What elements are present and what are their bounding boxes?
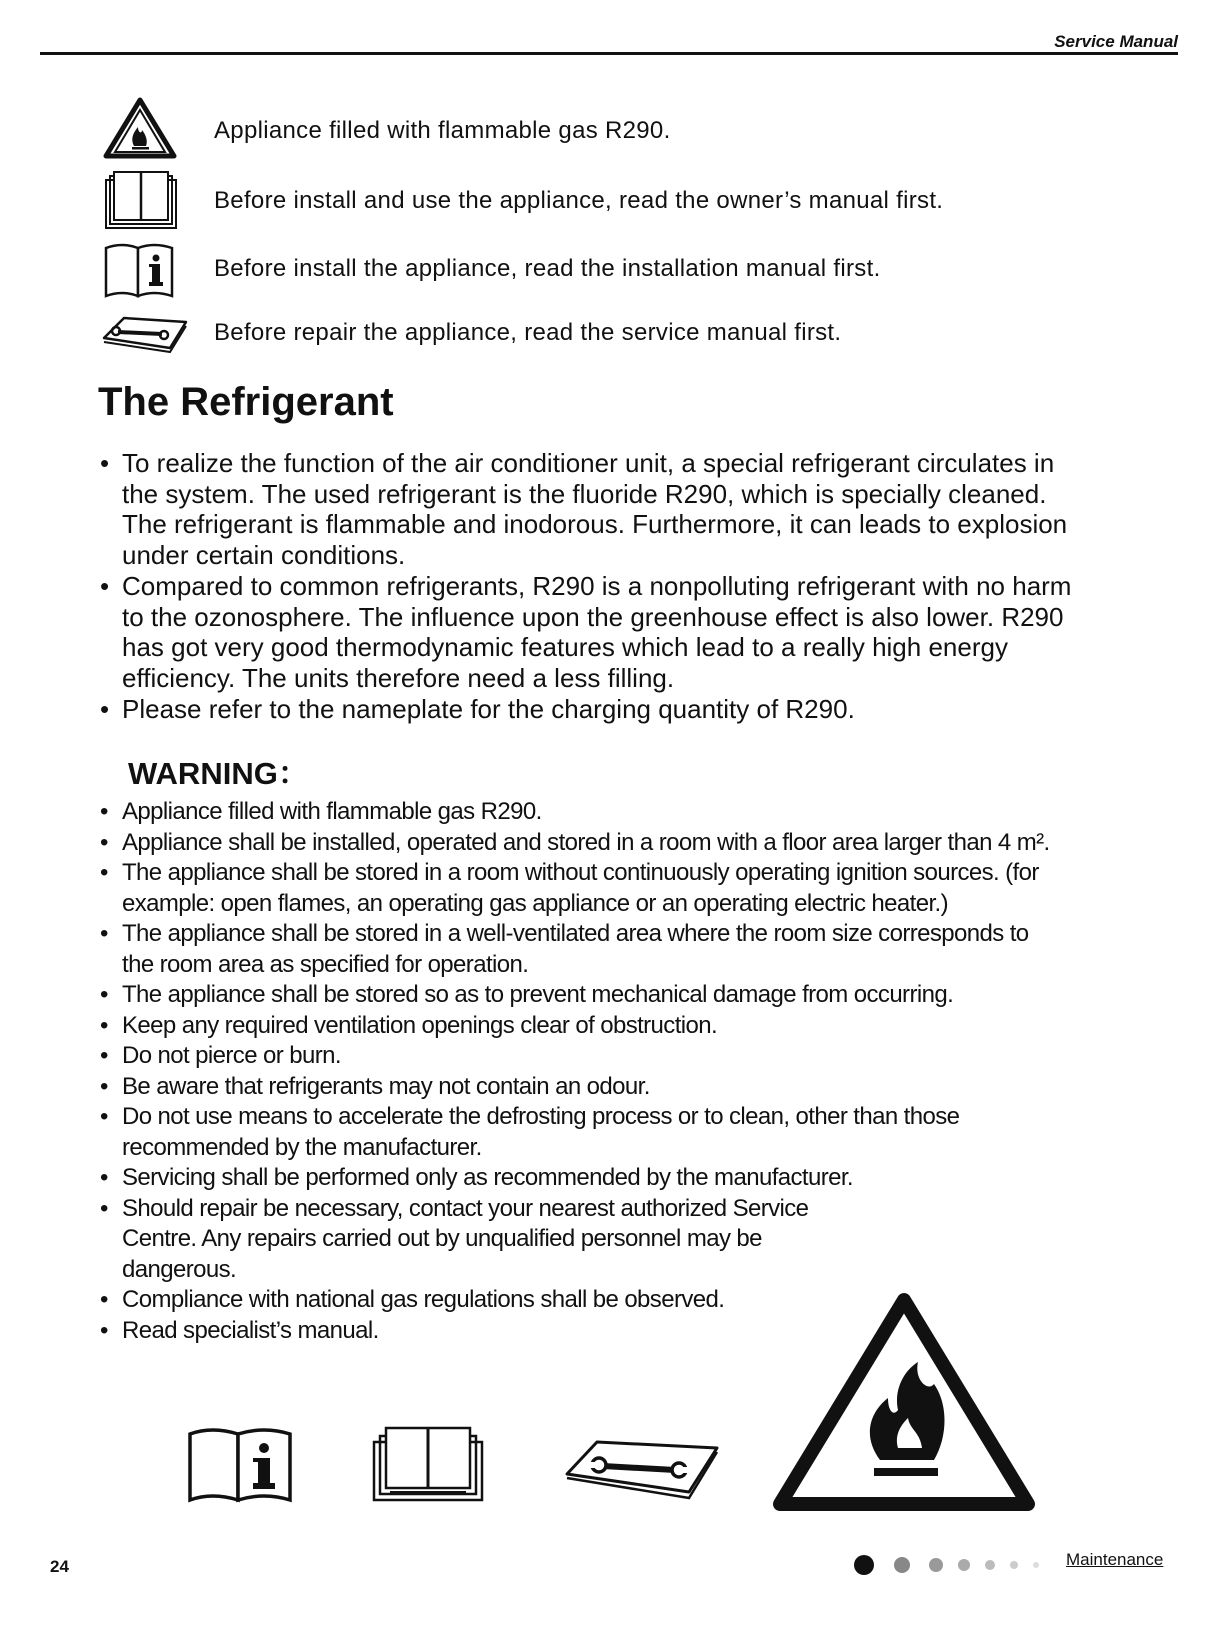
list-item: • Keep any required ventilation openings clear of obstruction. [100,1011,1060,1042]
section-title: The Refrigerant [98,380,394,424]
symbol-row-installation-manual [100,234,1100,304]
warning-title: WARNING： [128,756,309,791]
running-header: Service Manual [1054,32,1178,51]
list-item: • Be aware that refrigerants may not contain an odour. [100,1072,1060,1103]
list-item: • Should repair be necessary, contact your nearest authorized Service Centre. Any repairs carried out by unqualified personnel may be dangerous. [100,1194,882,1286]
page-number: 24 [50,1557,69,1576]
list-item: • The appliance shall be stored in a well-ventilated area where the room size corresponds to the room area as specified for operation. [100,919,1060,980]
service-manual-icon [563,1418,723,1508]
list-item: • Do not pierce or burn. [100,1041,1060,1072]
list-item: • Do not use means to accelerate the defrosting process or to clean, other than those recommended by the manufacturer. [100,1102,1060,1163]
flammable-warning-icon [770,1288,1038,1518]
list-item: • The appliance shall be stored so as to prevent mechanical damage from occurring. [100,980,1060,1011]
refrigerant-bullet-list [100,448,1080,726]
symbol-row-service-manual [100,298,1100,368]
service-manual-icon [100,298,190,368]
symbol-text-service-manual: Before repair the appliance, read the service manual first. [214,319,842,346]
warning-bullet-list [100,797,1060,1346]
symbol-text-flammable: Appliance filled with flammable gas R290. [214,117,671,144]
section-link-maintenance[interactable]: Maintenance [1066,1550,1164,1569]
list-item: • Compared to common refrigerants, R290 is a nonpolluting refrigerant with no harm to the ozonosphere. The influence upon the greenhouse effect is also lower. R290 has got very good thermodynamic features which lead to a really high energy efficiency. The units therefore need a less filling. [100,571,1080,693]
list-item: • Servicing shall be performed only as recommended by the manufacturer. [100,1163,1060,1194]
list-item: • Read specialist’s manual. [100,1316,1060,1347]
symbol-text-owner-manual: Before install and use the appliance, read the owner’s manual first. [214,187,944,214]
installation-manual-icon [186,1420,296,1504]
list-item: • The appliance shall be stored in a room without continuously operating ignition sources. (for example: open flames, an operating gas appliance or an operating electric heater.) [100,858,1060,919]
list-item: • To realize the function of the air conditioner unit, a special refrigerant circulates in the system. The used refrigerant is the fluoride R290, which is specially cleaned. The refrigerant is flammable and inodorous. Furthermore, it can leads to explosion under certain conditions. [100,448,1080,570]
symbol-row-owner-manual [100,166,1100,236]
flammable-warning-icon [100,96,190,166]
symbol-text-installation-manual: Before install the appliance, read the installation manual first. [214,255,881,282]
owner-manual-icon [370,1422,486,1504]
list-item: • Compliance with national gas regulations shall be observed. [100,1285,1060,1316]
symbol-row-flammable [100,96,1100,166]
owner-manual-icon [100,166,190,236]
section-progress-dots [852,1553,1052,1577]
list-item: • Appliance filled with flammable gas R290. [100,797,1060,828]
header-rule [40,52,1178,55]
list-item: • Appliance shall be installed, operated and stored in a room with a floor area larger than 4 m². [100,828,1060,859]
list-item: • Please refer to the nameplate for the charging quantity of R290. [100,694,1080,725]
installation-manual-icon [100,234,190,304]
